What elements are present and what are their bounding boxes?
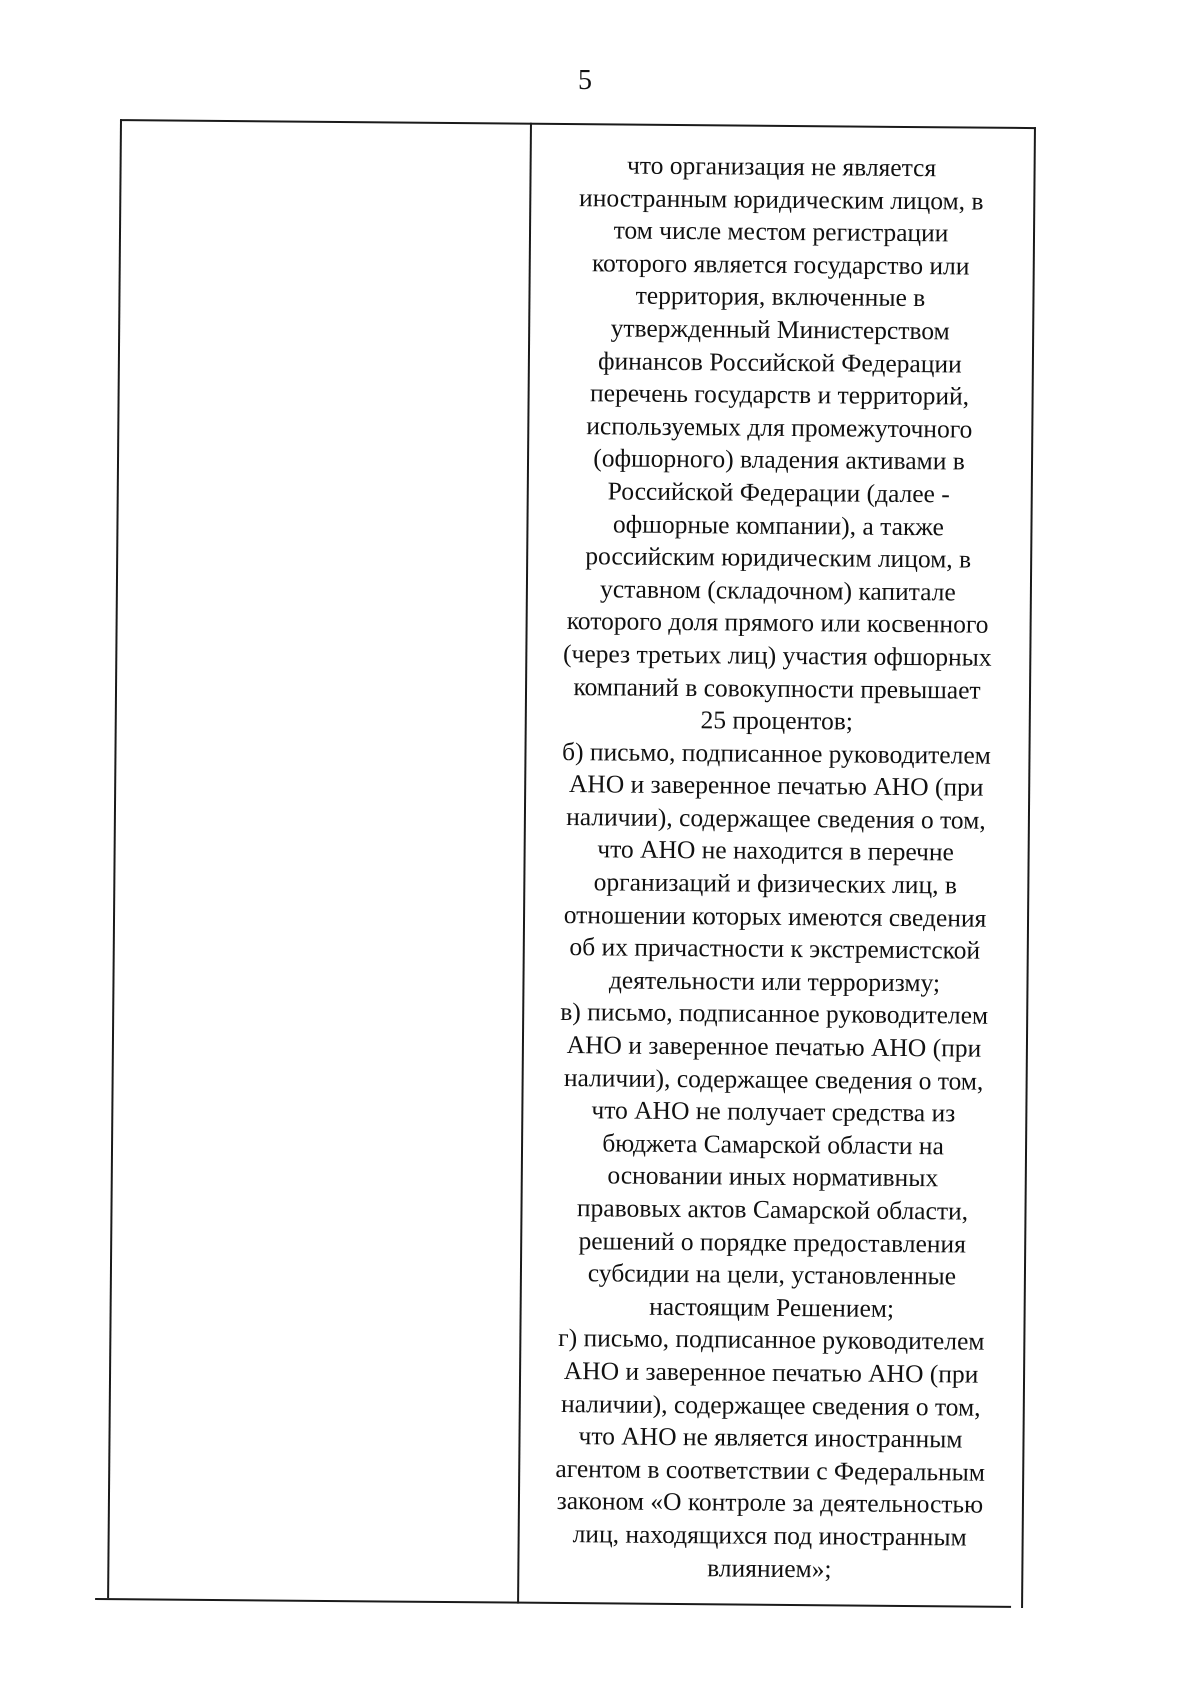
cell-text-line: том числе местом регистрации [613,215,949,248]
cell-text-line: наличии), содержащее сведения о том, [566,801,986,835]
document-table [95,119,1036,1608]
cell-text-line: влиянием»; [707,1552,832,1583]
cell-text-line: что АНО не находится в перечне [597,834,955,867]
cell-text-line: деятельности или терроризму; [608,965,941,998]
cell-text-line: АНО и заверенное печатью АНО (при [566,1030,982,1063]
cell-text-line: основании иных нормативных [607,1160,939,1193]
cell-text-line: 25 процентов; [700,705,854,736]
cell-text-line: которого является государство или [591,248,970,281]
cell-text-line: что АНО не является иностранным [578,1421,963,1454]
cell-text-line: субсидии на цели, установленные [587,1258,957,1291]
cell-text-line: в) письмо, подписанное руководителем [560,997,989,1031]
cell-text-line: уставном (складочном) капитале [599,574,956,607]
page-number: 5 [578,65,592,96]
cell-text-line: бюджета Самарской области на [602,1128,944,1161]
cell-text-line: решений о порядке предоставления [578,1225,967,1259]
cell-text-line: российским юридическим лицом, в [585,541,972,574]
cell-text-line: которого доля прямого или косвенного [566,606,989,640]
cell-text-line: наличии), содержащее сведения о том, [563,1062,984,1096]
cell-text-line: (офшорного) владения активами в [593,443,965,476]
cell-text-line: лиц, находящихся под иностранным [572,1519,967,1552]
cell-text-line: агентом в соответствии с Федеральным [555,1453,986,1487]
cell-text-line: что организация не является [626,150,937,183]
cell-text-line: (через третьих лиц) участия офшорных [562,638,992,672]
cell-text-line: настоящим Решением; [649,1291,895,1323]
cell-text-line: финансов Российской Федерации [597,345,962,379]
cell-text-line: территория, включенные в [635,280,926,313]
cell-text-line: перечень государств и территорий, [589,378,970,411]
cell-text-line: отношении которых имеются сведения [563,899,987,933]
cell-text-line: наличии), содержащее сведения о том, [560,1388,981,1422]
cell-text-line: что АНО не получает средства из [591,1095,956,1128]
cell-text-line: АНО и заверенное печатью АНО (при [563,1355,979,1389]
table-cell-left [109,121,528,1599]
cell-text-line: офшорные компании), а также [612,508,945,541]
cell-text-line: б) письмо, подписанное руководителем [561,736,992,770]
cell-text-line: утвержденный Министерством [610,313,950,346]
cell-text-line: законом «О контроле за деятельностью [556,1486,984,1520]
cell-text-line: компаний в совокупности превышает [573,671,981,705]
cell-text-line: организаций и физических лиц, в [593,867,958,900]
cell-text-line: об их причастности к экстремистской [569,932,981,965]
cell-text-line: АНО и заверенное печатью АНО (при [568,769,984,802]
table-cell-right [521,149,1029,1587]
cell-text-line: иностранным юридическим лицом, в [579,182,984,216]
cell-text-line: г) письмо, подписанное руководителем [558,1323,985,1357]
cell-text-line: Российской Федерации (далее - [607,476,950,509]
table-border-bottom [95,1598,1011,1608]
cell-text-line: используемых для промежуточного [586,410,973,444]
cell-text-line: правовых актов Самарской области, [576,1193,969,1226]
